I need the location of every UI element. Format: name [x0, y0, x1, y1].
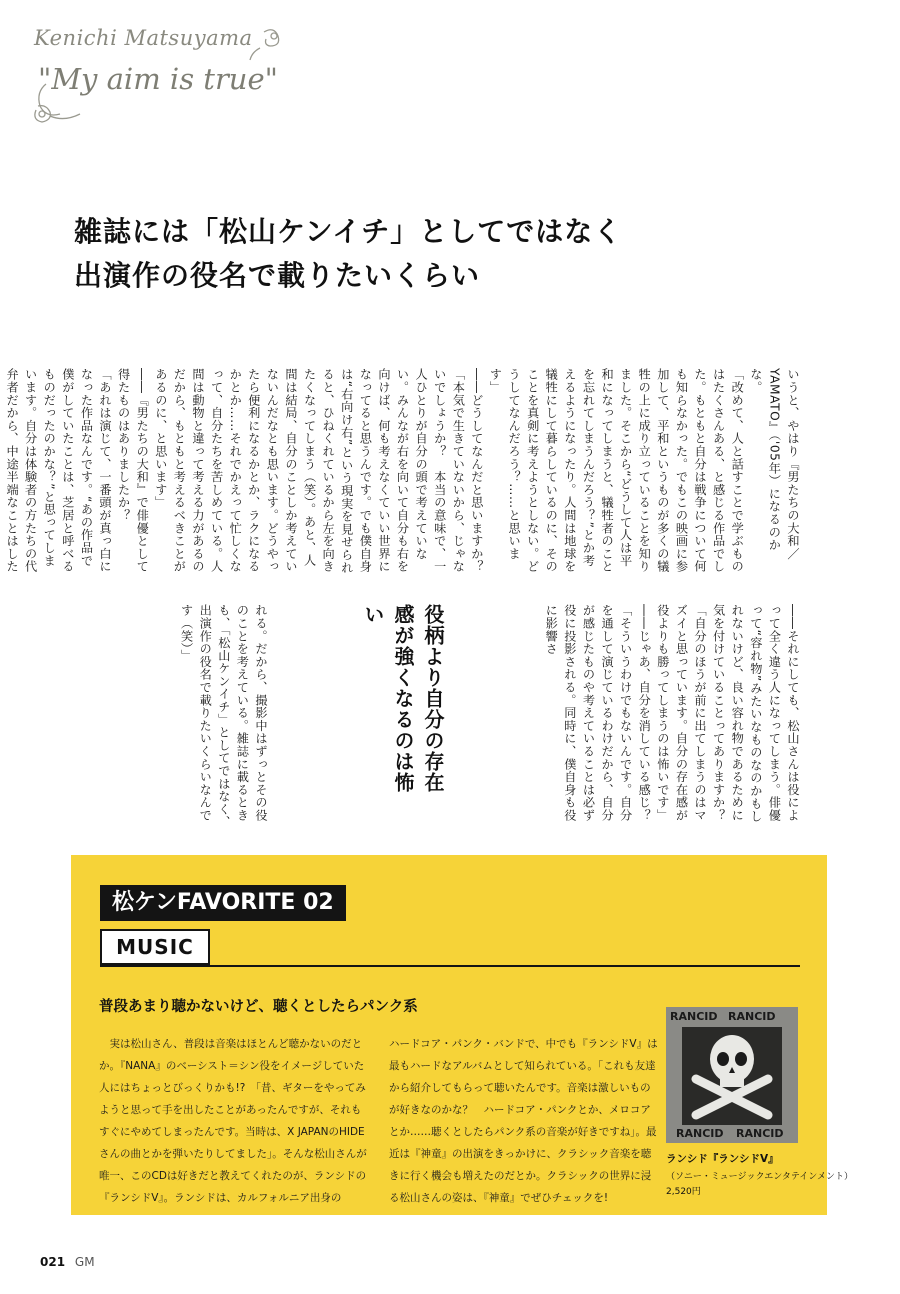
- article-paragraph: 「あれは演じて、一番頭が真っ白になった作品なんです。“あの作品で僕がしていたことは、芝居と呼べるものだったのかな？”と思ってしまいます。自分は体験者の方たちの代弁者だから、中途半端なことはした: [5, 368, 113, 573]
- interview-question: ――『男たちの大和』で俳優として得たものはありましたか？: [116, 368, 150, 573]
- album-band-text: RANCID: [736, 1127, 784, 1140]
- album-band-text: RANCID: [728, 1010, 776, 1023]
- article-paragraph: れる。だから、撮影中はずっとその役のことを考えている。雑誌に載るときも、「松山ケンイチ」としてではなく、出演作の役名で載りたいくらいなんです（笑）」: [179, 604, 268, 829]
- pull-quote: 役柄より自分の存在感が強くなるのは怖い: [361, 604, 445, 793]
- music-category-label: MUSIC: [100, 929, 210, 965]
- article-headline: [74, 210, 634, 298]
- interview-question: ――それにしても、松山さんは役によって全く違う人になってしまう。俳優って“容れ物”みたいなものなのかもしれないけど、良い容れ物であるために気を付けていることってありますか？: [711, 604, 800, 823]
- favorite-box: [71, 855, 854, 1215]
- page-number: 021: [40, 1255, 66, 1269]
- album-cover: [666, 1007, 798, 1143]
- skull-crossbones-icon: [666, 1007, 798, 1143]
- album-label: （ソニー・ミュージックエンタテインメント）: [666, 1172, 854, 1182]
- album-band-text: RANCID: [676, 1127, 724, 1140]
- masthead: [28, 22, 288, 132]
- page-tagline: "My aim is true": [38, 62, 278, 96]
- album-title: ランシド『ランシドV』: [666, 1153, 779, 1165]
- headline-line: 雑誌には「松山ケンイチ」としてではなく: [74, 215, 623, 248]
- magazine-name: GM: [74, 1255, 95, 1269]
- favorite-title: 松ケンFAVORITE 02: [100, 885, 346, 921]
- article-paragraph: 「そういうわけでもないんです。自分を通して演じているわけだから、自分が感じたものや考えていることは必ず役に投影される。同時に、僕自身も役に影響さ: [544, 604, 633, 822]
- article-body-top: [5, 368, 802, 576]
- category-tab-bar: [100, 929, 800, 967]
- interview-question: ――じゃあ、自分を消している感じ？: [637, 604, 652, 822]
- album-band-text: RANCID: [670, 1010, 718, 1023]
- interview-question: ――どうしてなんだと思いますか？: [469, 368, 484, 573]
- favorite-text-right: ハードコア・パンク・バンドで、中でも『ランシドV』は最もハードなアルバムとして知られている。「これも友達から紹介してもらって聴いたんです。音楽は激しいものが好きなのかな？ ハードコア・パンクとか、メロコアとか……聴くとしたらパンク系の音楽が好きですね」。最近は『神童』の出演をきっかけに、クラシック音楽を聴きに行く機会も増えたのだとか。クラシックの世界に浸る松山さんの姿は、『神童』でぜひチェックを!: [389, 1038, 658, 1204]
- headline-line: 出演作の役名で載りたいくらい: [74, 259, 481, 292]
- article-paragraph: いうと、やはり『男たちの大和／YAMATO』（'05年）になるのかな。: [748, 368, 800, 560]
- favorite-text-left: 実は松山さん、普段は音楽はほとんど聴かないのだとか。『NANA』のベーシスト＝シン役をイメージしていた人にはちょっとびっくりかも!? 「昔、ギターをやってみようと思って手を出したことがあったんですが、それもすぐにやめてしまったんです。当時は、X JAPANのHIDEさんの曲とかを弾いたりしてました」。そんな松山さんが唯一、このCDは好きだと教えてくれたのが、ランシドの『ランシドV』。ランシドは、カルフォルニア出身の: [99, 1038, 367, 1204]
- subject-name: Kenichi Matsuyama: [34, 26, 253, 50]
- album-price: 2,520円: [666, 1187, 701, 1197]
- article-paragraph: 「本気で生きていないから、じゃないでしょうか？ 本当の意味で、一人ひとりが自分の頭で考えていない。みんなが右を向いて自分も右を向けば、何も考えなくていい世界になってると思うんです。でも僕自身は“右向け右”という現実を見せられると、ひねくれているから左を向きたくなってしまう（笑）。あと、人間は結局、自分のことしか考えていないんだなとも思います。どうやったら便利になるかとか、ラクになるかとか……それでかえって忙しくなって、自分たちを苦しめている。人間は動物と違って考える力があるのだから、もともと考えるべきことがあるのに、と思います」: [153, 368, 466, 574]
- article-body-bottom-left: [76, 604, 270, 834]
- article-body-bottom-right: [416, 604, 802, 834]
- article-paragraph: 「改めて、人と話すことで学ぶものはたくさんある、と感じる作品でした。もともと自分は戦争について何も知らなかった。でもこの映画に参加して、平和というものが多くの犠牲の上に成り立っていることを知りました。そこから“どうして人は平和になってしまうと、犠牲者のことを忘れてしまうんだろう？”とか考えるようになったり。人間は地球を犠牲にして暮らしているのに、そのことを真剣に考えようとしない。どうしてなんだろう？……と思います」: [488, 368, 745, 573]
- page-footer: [40, 1255, 95, 1269]
- article-paragraph: 「自分のほうが前に出てしまうのはマズイと思っています。自分の存在感が役よりも勝ってしまうのは怖いです」: [655, 604, 708, 822]
- album-caption: [666, 1151, 854, 1197]
- favorite-subtitle: 普段あまり聴かないけど、聴くとしたらパンク系: [99, 999, 418, 1015]
